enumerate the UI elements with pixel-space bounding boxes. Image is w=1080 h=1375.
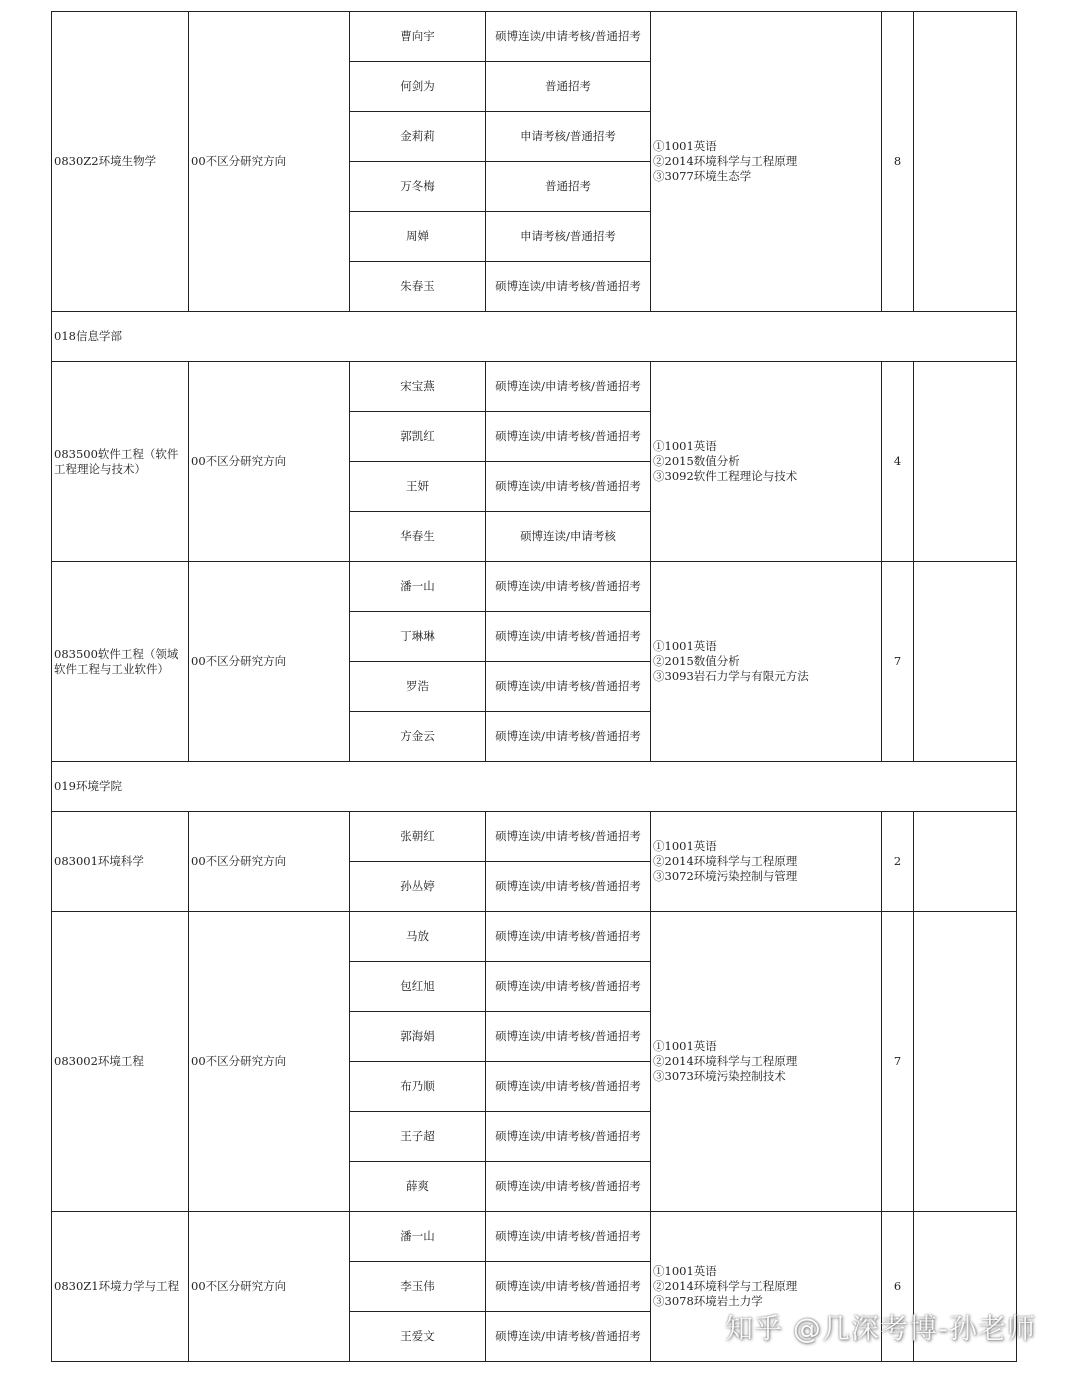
admission-mode: 申请考核/普通招考	[486, 112, 651, 162]
admission-mode: 硕博连读/申请考核/普通招考	[486, 1112, 651, 1162]
department-row	[52, 312, 1017, 362]
table-row	[52, 912, 1017, 962]
direction-cell: 00不区分研究方向	[189, 1212, 350, 1362]
exam-subjects-cell	[651, 912, 882, 1212]
advisor-name: 周婵	[350, 212, 486, 262]
exam-subject: ③3078环境岩土力学	[653, 1294, 763, 1308]
table-row	[52, 812, 1017, 862]
exam-subject: ②2015数值分析	[653, 454, 740, 468]
quota-cell: 8	[882, 12, 914, 312]
major-cell: 083500软件工程（软件工程理论与技术）	[52, 362, 189, 562]
admission-mode: 硕博连读/申请考核/普通招考	[486, 962, 651, 1012]
advisor-name: 万冬梅	[350, 162, 486, 212]
table-row	[52, 562, 1017, 612]
quota-cell: 6	[882, 1212, 914, 1362]
exam-subjects-cell	[651, 362, 882, 562]
table-row	[52, 1212, 1017, 1262]
admission-mode: 硕博连读/申请考核/普通招考	[486, 412, 651, 462]
exam-subjects-cell	[651, 562, 882, 762]
admission-mode: 硕博连读/申请考核	[486, 512, 651, 562]
admission-mode: 硕博连读/申请考核/普通招考	[486, 462, 651, 512]
advisor-name: 薛爽	[350, 1162, 486, 1212]
exam-subject: ②2014环境科学与工程原理	[653, 854, 798, 868]
quota-cell: 7	[882, 562, 914, 762]
advisor-name: 包红旭	[350, 962, 486, 1012]
quota-cell: 7	[882, 912, 914, 1212]
major-cell: 083001环境科学	[52, 812, 189, 912]
advisor-name: 张朝红	[350, 812, 486, 862]
direction-cell: 00不区分研究方向	[189, 562, 350, 762]
note-cell	[914, 812, 1017, 912]
note-cell	[914, 362, 1017, 562]
advisor-name: 华春生	[350, 512, 486, 562]
note-cell	[914, 912, 1017, 1212]
admission-mode: 硕博连读/申请考核/普通招考	[486, 1012, 651, 1062]
exam-subject: ②2015数值分析	[653, 654, 740, 668]
quota-cell: 4	[882, 362, 914, 562]
exam-subject: ②2014环境科学与工程原理	[653, 1054, 798, 1068]
advisor-name: 孙丛婷	[350, 862, 486, 912]
exam-subject: ③3077环境生态学	[653, 169, 752, 183]
admission-mode: 硕博连读/申请考核/普通招考	[486, 612, 651, 662]
advisor-name: 马放	[350, 912, 486, 962]
department-label: 018信息学部	[52, 312, 1017, 362]
advisor-name: 朱春玉	[350, 262, 486, 312]
exam-subject: ①1001英语	[653, 639, 717, 653]
major-cell: 0830Z2环境生物学	[52, 12, 189, 312]
admission-mode: 硕博连读/申请考核/普通招考	[486, 12, 651, 62]
admission-mode: 硕博连读/申请考核/普通招考	[486, 562, 651, 612]
advisor-name: 潘一山	[350, 562, 486, 612]
advisor-name: 郭凯红	[350, 412, 486, 462]
exam-subject: ①1001英语	[653, 1039, 717, 1053]
admission-mode: 硕博连读/申请考核/普通招考	[486, 662, 651, 712]
direction-cell: 00不区分研究方向	[189, 912, 350, 1212]
advisor-name: 王子超	[350, 1112, 486, 1162]
admission-mode: 硕博连读/申请考核/普通招考	[486, 912, 651, 962]
major-cell: 083002环境工程	[52, 912, 189, 1212]
exam-subject: ①1001英语	[653, 1264, 717, 1278]
advisor-name: 曹向宇	[350, 12, 486, 62]
major-cell: 0830Z1环境力学与工程	[52, 1212, 189, 1362]
admission-mode: 普通招考	[486, 62, 651, 112]
admission-table	[51, 11, 1017, 1362]
exam-subject: ③3092软件工程理论与技术	[653, 469, 798, 483]
admission-mode: 硕博连读/申请考核/普通招考	[486, 812, 651, 862]
advisor-name: 宋宝燕	[350, 362, 486, 412]
table-row	[52, 12, 1017, 62]
admission-mode: 硕博连读/申请考核/普通招考	[486, 712, 651, 762]
department-row	[52, 762, 1017, 812]
advisor-name: 王爱文	[350, 1312, 486, 1362]
advisor-name: 罗浩	[350, 662, 486, 712]
exam-subjects-cell	[651, 12, 882, 312]
exam-subject: ②2014环境科学与工程原理	[653, 154, 798, 168]
admission-mode: 硕博连读/申请考核/普通招考	[486, 1162, 651, 1212]
admission-mode: 硕博连读/申请考核/普通招考	[486, 362, 651, 412]
quota-cell: 2	[882, 812, 914, 912]
exam-subject: ③3093岩石力学与有限元方法	[653, 669, 809, 683]
table-body	[52, 12, 1017, 1362]
admission-mode: 硕博连读/申请考核/普通招考	[486, 1062, 651, 1112]
advisor-name: 郭海娟	[350, 1012, 486, 1062]
note-cell	[914, 12, 1017, 312]
advisor-name: 潘一山	[350, 1212, 486, 1262]
admission-mode: 硕博连读/申请考核/普通招考	[486, 862, 651, 912]
advisor-name: 布乃顺	[350, 1062, 486, 1112]
watermark: 知乎 @几深考博-孙老师	[725, 1312, 1037, 1345]
admission-mode: 硕博连读/申请考核/普通招考	[486, 1312, 651, 1362]
advisor-name: 李玉伟	[350, 1262, 486, 1312]
advisor-name: 方金云	[350, 712, 486, 762]
exam-subject: ①1001英语	[653, 839, 717, 853]
note-cell	[914, 562, 1017, 762]
admission-mode: 申请考核/普通招考	[486, 212, 651, 262]
admission-table-sheet	[51, 11, 1017, 1362]
exam-subject: ③3072环境污染控制与管理	[653, 869, 798, 883]
advisor-name: 王妍	[350, 462, 486, 512]
admission-mode: 硕博连读/申请考核/普通招考	[486, 262, 651, 312]
department-label: 019环境学院	[52, 762, 1017, 812]
admission-mode: 硕博连读/申请考核/普通招考	[486, 1262, 651, 1312]
table-row	[52, 362, 1017, 412]
admission-mode: 硕博连读/申请考核/普通招考	[486, 1212, 651, 1262]
direction-cell: 00不区分研究方向	[189, 812, 350, 912]
direction-cell: 00不区分研究方向	[189, 12, 350, 312]
major-cell: 083500软件工程（领域软件工程与工业软件）	[52, 562, 189, 762]
exam-subjects-cell	[651, 812, 882, 912]
direction-cell: 00不区分研究方向	[189, 362, 350, 562]
advisor-name: 何剑为	[350, 62, 486, 112]
admission-mode: 普通招考	[486, 162, 651, 212]
exam-subject: ②2014环境科学与工程原理	[653, 1279, 798, 1293]
advisor-name: 金莉莉	[350, 112, 486, 162]
exam-subject: ①1001英语	[653, 139, 717, 153]
exam-subject: ①1001英语	[653, 439, 717, 453]
exam-subject: ③3073环境污染控制技术	[653, 1069, 786, 1083]
advisor-name: 丁琳琳	[350, 612, 486, 662]
